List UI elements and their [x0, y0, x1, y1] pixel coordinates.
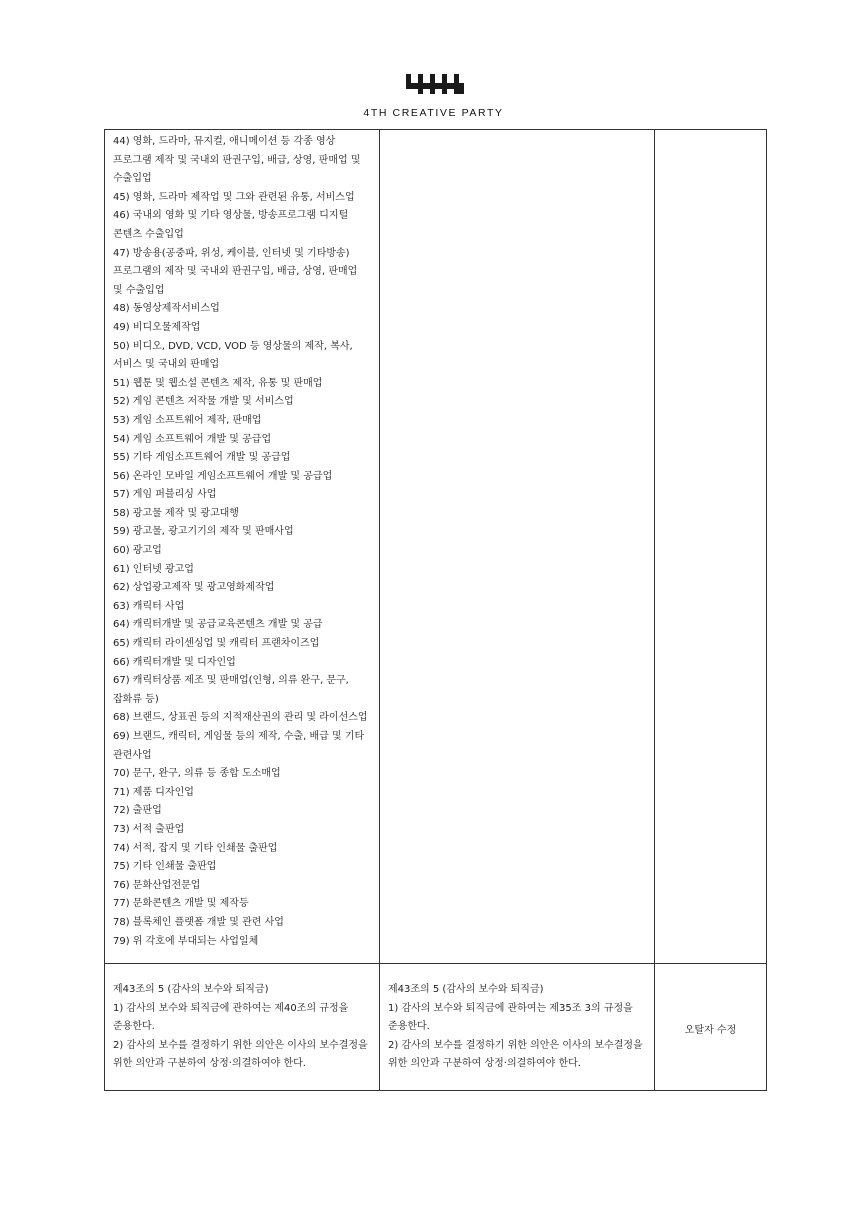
- text-line: 67) 캐릭터상품 제조 및 판매업(인형, 의류 완구, 문구,: [113, 675, 349, 687]
- text-line: 프로그램 제작 및 국내외 판권구입, 배급, 상영, 판매업 및: [113, 154, 361, 166]
- text-line: 잡화류 등): [113, 693, 159, 705]
- text-line: 위한 의안과 구분하여 상정·의결하여야 한다.: [113, 1058, 306, 1070]
- text-line: 프로그램의 제작 및 국내외 판권구입, 배급, 상영, 판매업: [113, 266, 358, 278]
- table-row: [105, 964, 767, 1091]
- text-line: 준용한다.: [113, 1021, 155, 1033]
- text-line: 2) 감사의 보수를 결정하기 위한 의안은 이사의 보수결정을: [113, 1039, 368, 1051]
- text-line: 77) 문화콘텐츠 개발 및 제작등: [113, 898, 249, 910]
- revision-note: 오탈자 수정: [684, 1025, 737, 1036]
- text-line: 51) 웹툰 및 웹소설 콘텐츠 제작, 유통 및 판매업: [113, 377, 323, 389]
- new-text-cell: [380, 964, 655, 1091]
- text-line: 66) 캐릭터개발 및 디자인업: [113, 656, 236, 668]
- text-line: 52) 게임 콘텐츠 저작물 개발 및 서비스업: [113, 396, 294, 408]
- text-line: 58) 광고물 제작 및 광고대행: [113, 507, 239, 519]
- text-line: 65) 캐릭터 라이센싱업 및 캐릭터 프랜차이즈업: [113, 638, 320, 650]
- text-line: 56) 온라인 모바일 게임소프트웨어 개발 및 공급업: [113, 470, 333, 482]
- text-line: 46) 국내외 영화 및 기타 영상물, 방송프로그램 디지털: [113, 210, 349, 222]
- text-line: 75) 기타 인쇄물 출판업: [113, 861, 217, 873]
- new-text-cell: [380, 130, 655, 964]
- text-line: 61) 인터넷 광고업: [113, 563, 194, 575]
- text-line: 74) 서적, 잡지 및 기타 인쇄물 출판업: [113, 842, 278, 854]
- text-line: 위한 의안과 구분하여 상정·의결하여야 한다.: [388, 1058, 581, 1070]
- text-line: 1) 감사의 보수와 퇴직금에 관하여는 제40조의 규정을: [113, 1002, 349, 1014]
- text-line: 76) 문화산업전문업: [113, 879, 201, 891]
- text-line: 45) 영화, 드라마 제작업 및 그와 관련된 유통, 서비스업: [113, 191, 355, 203]
- text-line: 64) 캐릭터개발 및 공급교육콘텐츠 개발 및 공급: [113, 619, 323, 631]
- text-line: 70) 문구, 완구, 의류 등 종합 도소매업: [113, 768, 281, 780]
- old-text-list: [105, 964, 379, 1074]
- text-line: 59) 광고물, 광고기기의 제작 및 판매사업: [113, 526, 294, 538]
- text-line: 2) 감사의 보수를 결정하기 위한 의안은 이사의 보수결정을: [388, 1039, 643, 1051]
- text-line: 73) 서적 출판업: [113, 823, 185, 835]
- text-line: 79) 위 각호에 부대되는 사업일체: [113, 935, 259, 947]
- old-text-list: [105, 130, 379, 951]
- note-cell: [655, 964, 767, 1091]
- text-line: 제43조의 5 (감사의 보수와 퇴직금): [113, 984, 269, 995]
- text-line: 49) 비디오물제작업: [113, 321, 201, 333]
- text-line: 57) 게임 퍼블리싱 사업: [113, 489, 217, 501]
- note-cell: [655, 130, 767, 964]
- text-line: 준용한다.: [388, 1021, 430, 1033]
- text-line: 62) 상업광고제작 및 광고영화제작업: [113, 582, 275, 594]
- text-line: 48) 동영상제작서비스업: [113, 303, 220, 315]
- text-line: 53) 게임 소프트웨어 제작, 판매업: [113, 414, 262, 426]
- old-text-cell: [105, 130, 380, 964]
- table-row: [105, 130, 767, 964]
- text-line: 및 수출입업: [113, 284, 165, 296]
- 4th-creative-party-logo-icon: [406, 74, 464, 94]
- new-text-list: [380, 964, 654, 1074]
- text-line: 63) 캐릭터 사업: [113, 600, 185, 612]
- text-line: 55) 기타 게임소프트웨어 개발 및 공급업: [113, 452, 291, 464]
- text-line: 68) 브랜드, 상표권 등의 지적재산권의 관리 및 라이선스업: [113, 712, 368, 724]
- text-line: 콘텐츠 수출입업: [113, 228, 184, 240]
- text-line: 1) 감사의 보수와 퇴직금에 관하여는 제35조 3의 규정을: [388, 1002, 633, 1014]
- text-line: 관련사업: [113, 749, 152, 761]
- text-line: 72) 출판업: [113, 805, 162, 817]
- text-line: 54) 게임 소프트웨어 개발 및 공급업: [113, 433, 272, 445]
- text-line: 수출입업: [113, 173, 152, 185]
- text-line: 78) 블록체인 플랫폼 개발 및 관련 사업: [113, 916, 284, 928]
- text-line: 71) 제품 디자인업: [113, 786, 194, 798]
- text-line: 50) 비디오, DVD, VCD, VOD 등 영상물의 제작, 복사,: [113, 340, 353, 352]
- text-line: 제43조의 5 (감사의 보수와 퇴직금): [388, 984, 544, 995]
- text-line: 47) 방송용(공중파, 위성, 케이블, 인터넷 및 기타방송): [113, 247, 350, 259]
- text-line: 69) 브랜드, 캐릭터, 게임물 등의 제작, 수출, 배급 및 기타: [113, 731, 365, 742]
- text-line: 44) 영화, 드라마, 뮤지컬, 애니메이션 등 각종 영상: [113, 136, 336, 147]
- old-text-cell: [105, 964, 380, 1091]
- text-line: 서비스 및 국내외 판매업: [113, 359, 220, 371]
- text-line: 60) 광고업: [113, 545, 162, 557]
- brand-name: 4TH CREATIVE PARTY: [363, 107, 504, 119]
- articles-revision-table: [104, 129, 767, 1091]
